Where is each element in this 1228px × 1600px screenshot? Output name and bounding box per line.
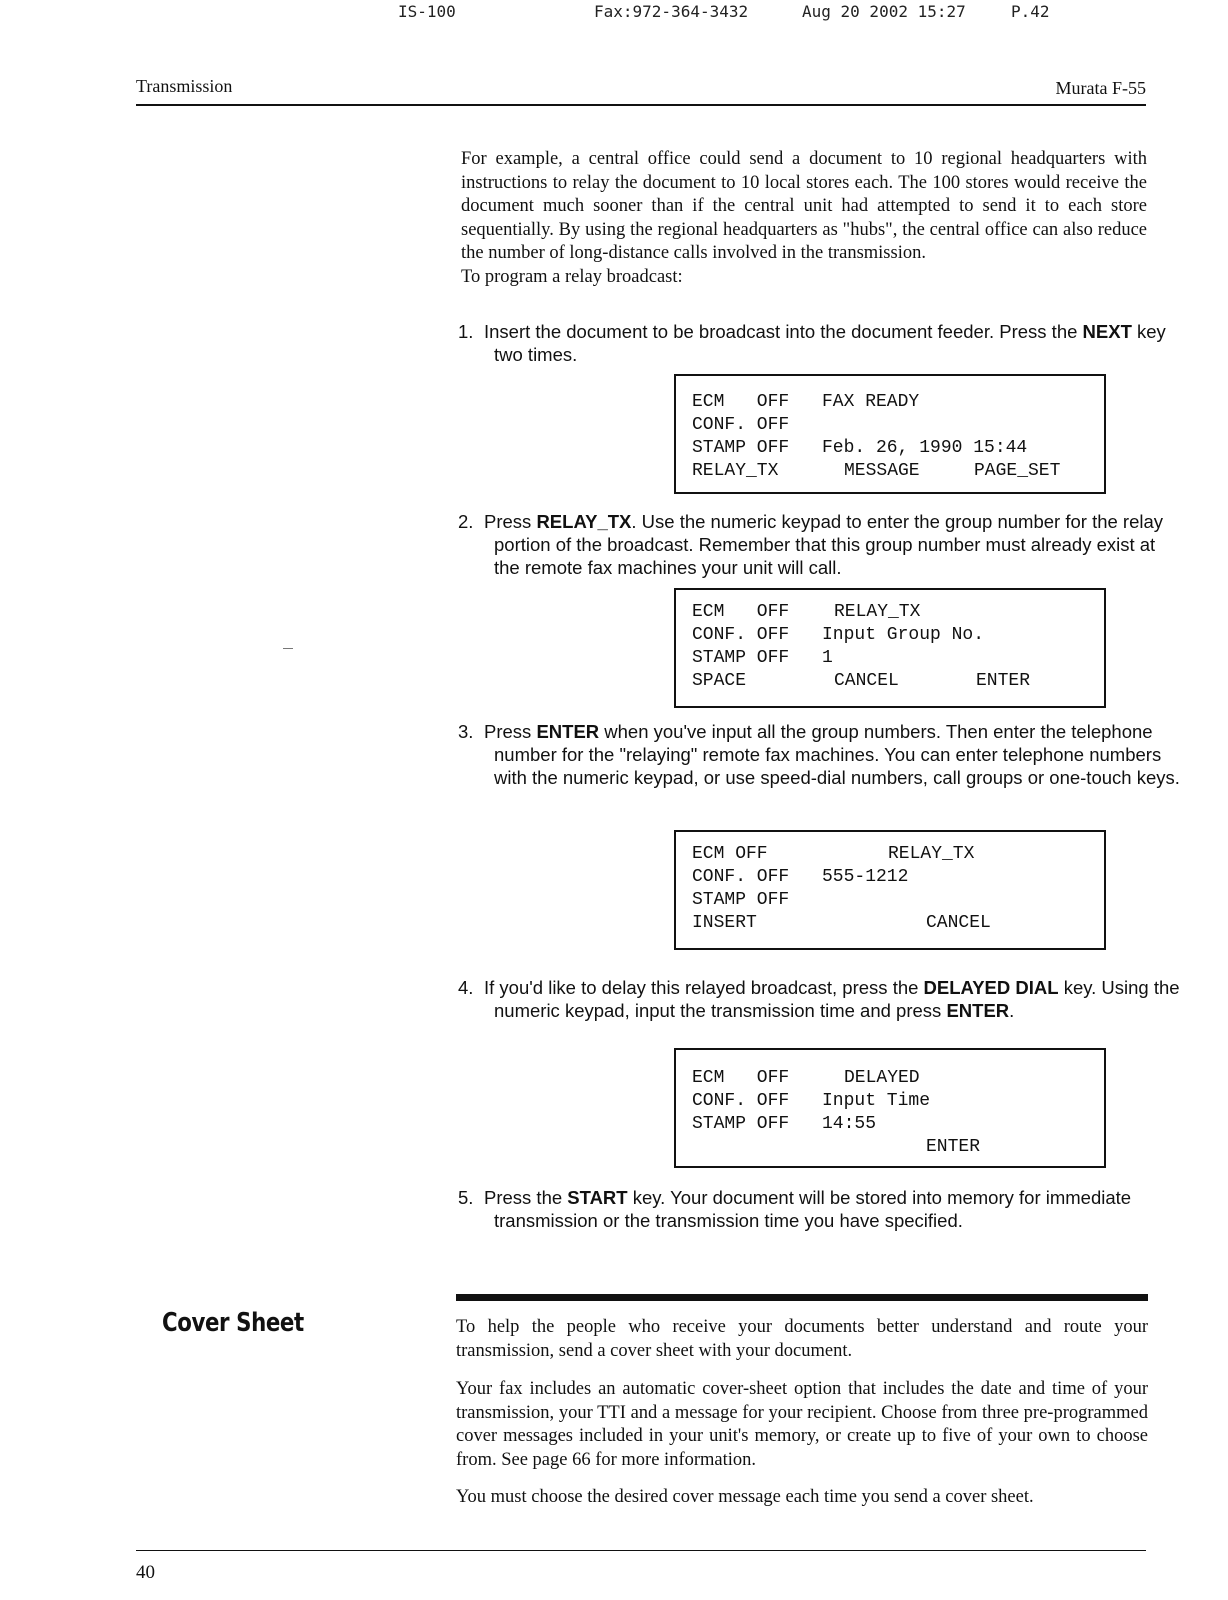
lcd-cell: MESSAGE <box>844 461 920 481</box>
key-name: NEXT <box>1082 321 1132 342</box>
running-head <box>136 76 1146 106</box>
lcd-display <box>674 830 1106 950</box>
section-heading: Cover Sheet <box>162 1308 304 1338</box>
lcd-cell: ENTER <box>976 671 1031 691</box>
lcd-cell: ECM OFF <box>692 392 790 412</box>
step-text: Press the <box>484 1187 568 1208</box>
lcd-cell: 14:55 <box>822 1114 877 1134</box>
key-name: START <box>567 1187 628 1208</box>
lcd-cell: DELAYED <box>844 1068 920 1088</box>
lcd-row <box>692 1068 1094 1091</box>
lcd-row <box>692 438 1094 461</box>
lcd-cell: FAX READY <box>822 392 920 412</box>
lcd-cell: CONF. OFF <box>692 625 790 645</box>
step-4 <box>458 976 1184 1022</box>
lcd-cell: ECM OFF <box>692 844 768 864</box>
cover-paragraph-2: Your fax includes an automatic cover-sheet option that includes the date and time of your transmission, your TTI and a message for your recipient. Choose from three pre-programmed cover messages included in your unit's memory, or create up to five of your own to choose from. See page 66 for more information. <box>456 1379 1148 1470</box>
cover-paragraph-3: You must choose the desired cover message each time you send a cover sheet. <box>456 1487 1034 1507</box>
lcd-cell: CANCEL <box>834 671 899 691</box>
lcd-cell: STAMP OFF <box>692 438 790 458</box>
lcd-display <box>674 588 1106 708</box>
intro-paragraph: For example, a central office could send a document to 10 regional headquarters with instructions to relay the document to 10 local stores each. The 100 stores would receive the document much sooner than if the central unit had attempted to send it to each store sequentially. By using the regional headquarters as "hubs", the central office can also reduce the number of long-distance calls involved in the transmission. <box>461 149 1147 263</box>
section-rule <box>456 1294 1148 1301</box>
lcd-row <box>692 867 1094 890</box>
manual-title: Murata F-55 <box>1055 78 1146 98</box>
step-text: key. Your document will be stored into memory for immediate transmission or the transmission time you have specified. <box>494 1187 1132 1231</box>
step-text: when you've input all the group numbers. Then enter the telephone number for the "relaying" remote fax machines. You can enter telephone numbers with the numeric keypad, or use speed-dial numbers, call groups or one-touch keys. <box>494 721 1180 788</box>
step-text: If you'd like to delay this relayed broadcast, press the <box>484 977 924 998</box>
lcd-row <box>692 890 1094 913</box>
lcd-cell: 1 <box>822 648 833 668</box>
step-text: . <box>1009 1000 1015 1021</box>
step-1 <box>458 320 1184 366</box>
lcd-row <box>692 1137 1094 1160</box>
lcd-row <box>692 671 1094 694</box>
step-text: . Use the numeric keypad to enter the group number for the relay portion of the broadcast. Remember that this group number must already exist at the remote fax machines your unit will call. <box>494 511 1164 578</box>
lcd-cell: Input Time <box>822 1091 931 1111</box>
lcd-cell: INSERT <box>692 913 757 933</box>
lcd-cell: Feb. 26, 1990 15:44 <box>822 438 1028 458</box>
lcd-cell: CONF. OFF <box>692 415 790 435</box>
key-name: RELAY_TX <box>536 511 632 532</box>
lcd-display <box>674 374 1106 494</box>
lcd-cell: STAMP OFF <box>692 890 790 910</box>
step-2 <box>458 510 1184 579</box>
step-text: key two times. <box>494 321 1166 365</box>
lcd-row <box>692 844 1094 867</box>
lcd-cell: CONF. OFF <box>692 1091 790 1111</box>
lcd-row <box>692 625 1094 648</box>
fax-header <box>0 0 1228 30</box>
step-text: Press <box>484 721 537 742</box>
lcd-cell: Input Group No. <box>822 625 985 645</box>
lcd-cell: CANCEL <box>926 913 991 933</box>
lcd-cell: RELAY_TX <box>888 844 975 864</box>
step-text: Press <box>484 511 537 532</box>
step-3 <box>458 720 1184 789</box>
fax-id: IS-100 <box>398 2 456 21</box>
lcd-cell: CONF. OFF <box>692 867 790 887</box>
lcd-cell: SPACE <box>692 671 747 691</box>
fax-page: P.42 <box>1011 2 1050 21</box>
cover-paragraph-1: To help the people who receive your documents better understand and route your transmission, send a cover sheet with your document. <box>456 1317 1148 1361</box>
lcd-cell: STAMP OFF <box>692 648 790 668</box>
lcd-row <box>692 602 1094 625</box>
lcd-cell: ECM OFF <box>692 1068 790 1088</box>
fax-number: Fax:972-364-3432 <box>594 2 749 21</box>
step-number: 2. <box>458 511 474 532</box>
lcd-row <box>692 1091 1094 1114</box>
intro-lead-in: To program a relay broadcast: <box>461 267 683 287</box>
step-number: 1. <box>458 321 474 342</box>
lcd-row <box>692 415 1094 438</box>
step-text: Insert the document to be broadcast into the document feeder. Press the <box>484 321 1083 342</box>
lcd-cell: RELAY_TX <box>692 461 779 481</box>
lcd-row <box>692 648 1094 671</box>
lcd-row <box>692 913 1094 936</box>
lcd-cell: STAMP OFF <box>692 1114 790 1134</box>
footer-rule <box>136 1550 1146 1551</box>
key-name: ENTER <box>536 721 600 742</box>
step-5 <box>458 1186 1184 1232</box>
lcd-row <box>692 392 1094 415</box>
stray-mark <box>283 648 293 649</box>
lcd-display <box>674 1048 1106 1168</box>
step-number: 3. <box>458 721 474 742</box>
fax-date: Aug 20 2002 15:27 <box>802 2 966 21</box>
lcd-row <box>692 1114 1094 1137</box>
lcd-cell: ECM OFF <box>692 602 790 622</box>
lcd-cell: 555-1212 <box>822 867 909 887</box>
key-name: DELAYED DIAL <box>923 977 1059 998</box>
lcd-cell: ENTER <box>926 1137 981 1157</box>
key-name: ENTER <box>946 1000 1010 1021</box>
step-text: key. Using the numeric keypad, input the transmission time and press <box>494 977 1180 1021</box>
step-number: 5. <box>458 1187 474 1208</box>
lcd-cell: RELAY_TX <box>834 602 921 622</box>
page-number: 40 <box>136 1562 155 1583</box>
step-number: 4. <box>458 977 474 998</box>
lcd-cell: PAGE_SET <box>974 461 1061 481</box>
lcd-row <box>692 461 1094 484</box>
section-name: Transmission <box>136 76 233 96</box>
